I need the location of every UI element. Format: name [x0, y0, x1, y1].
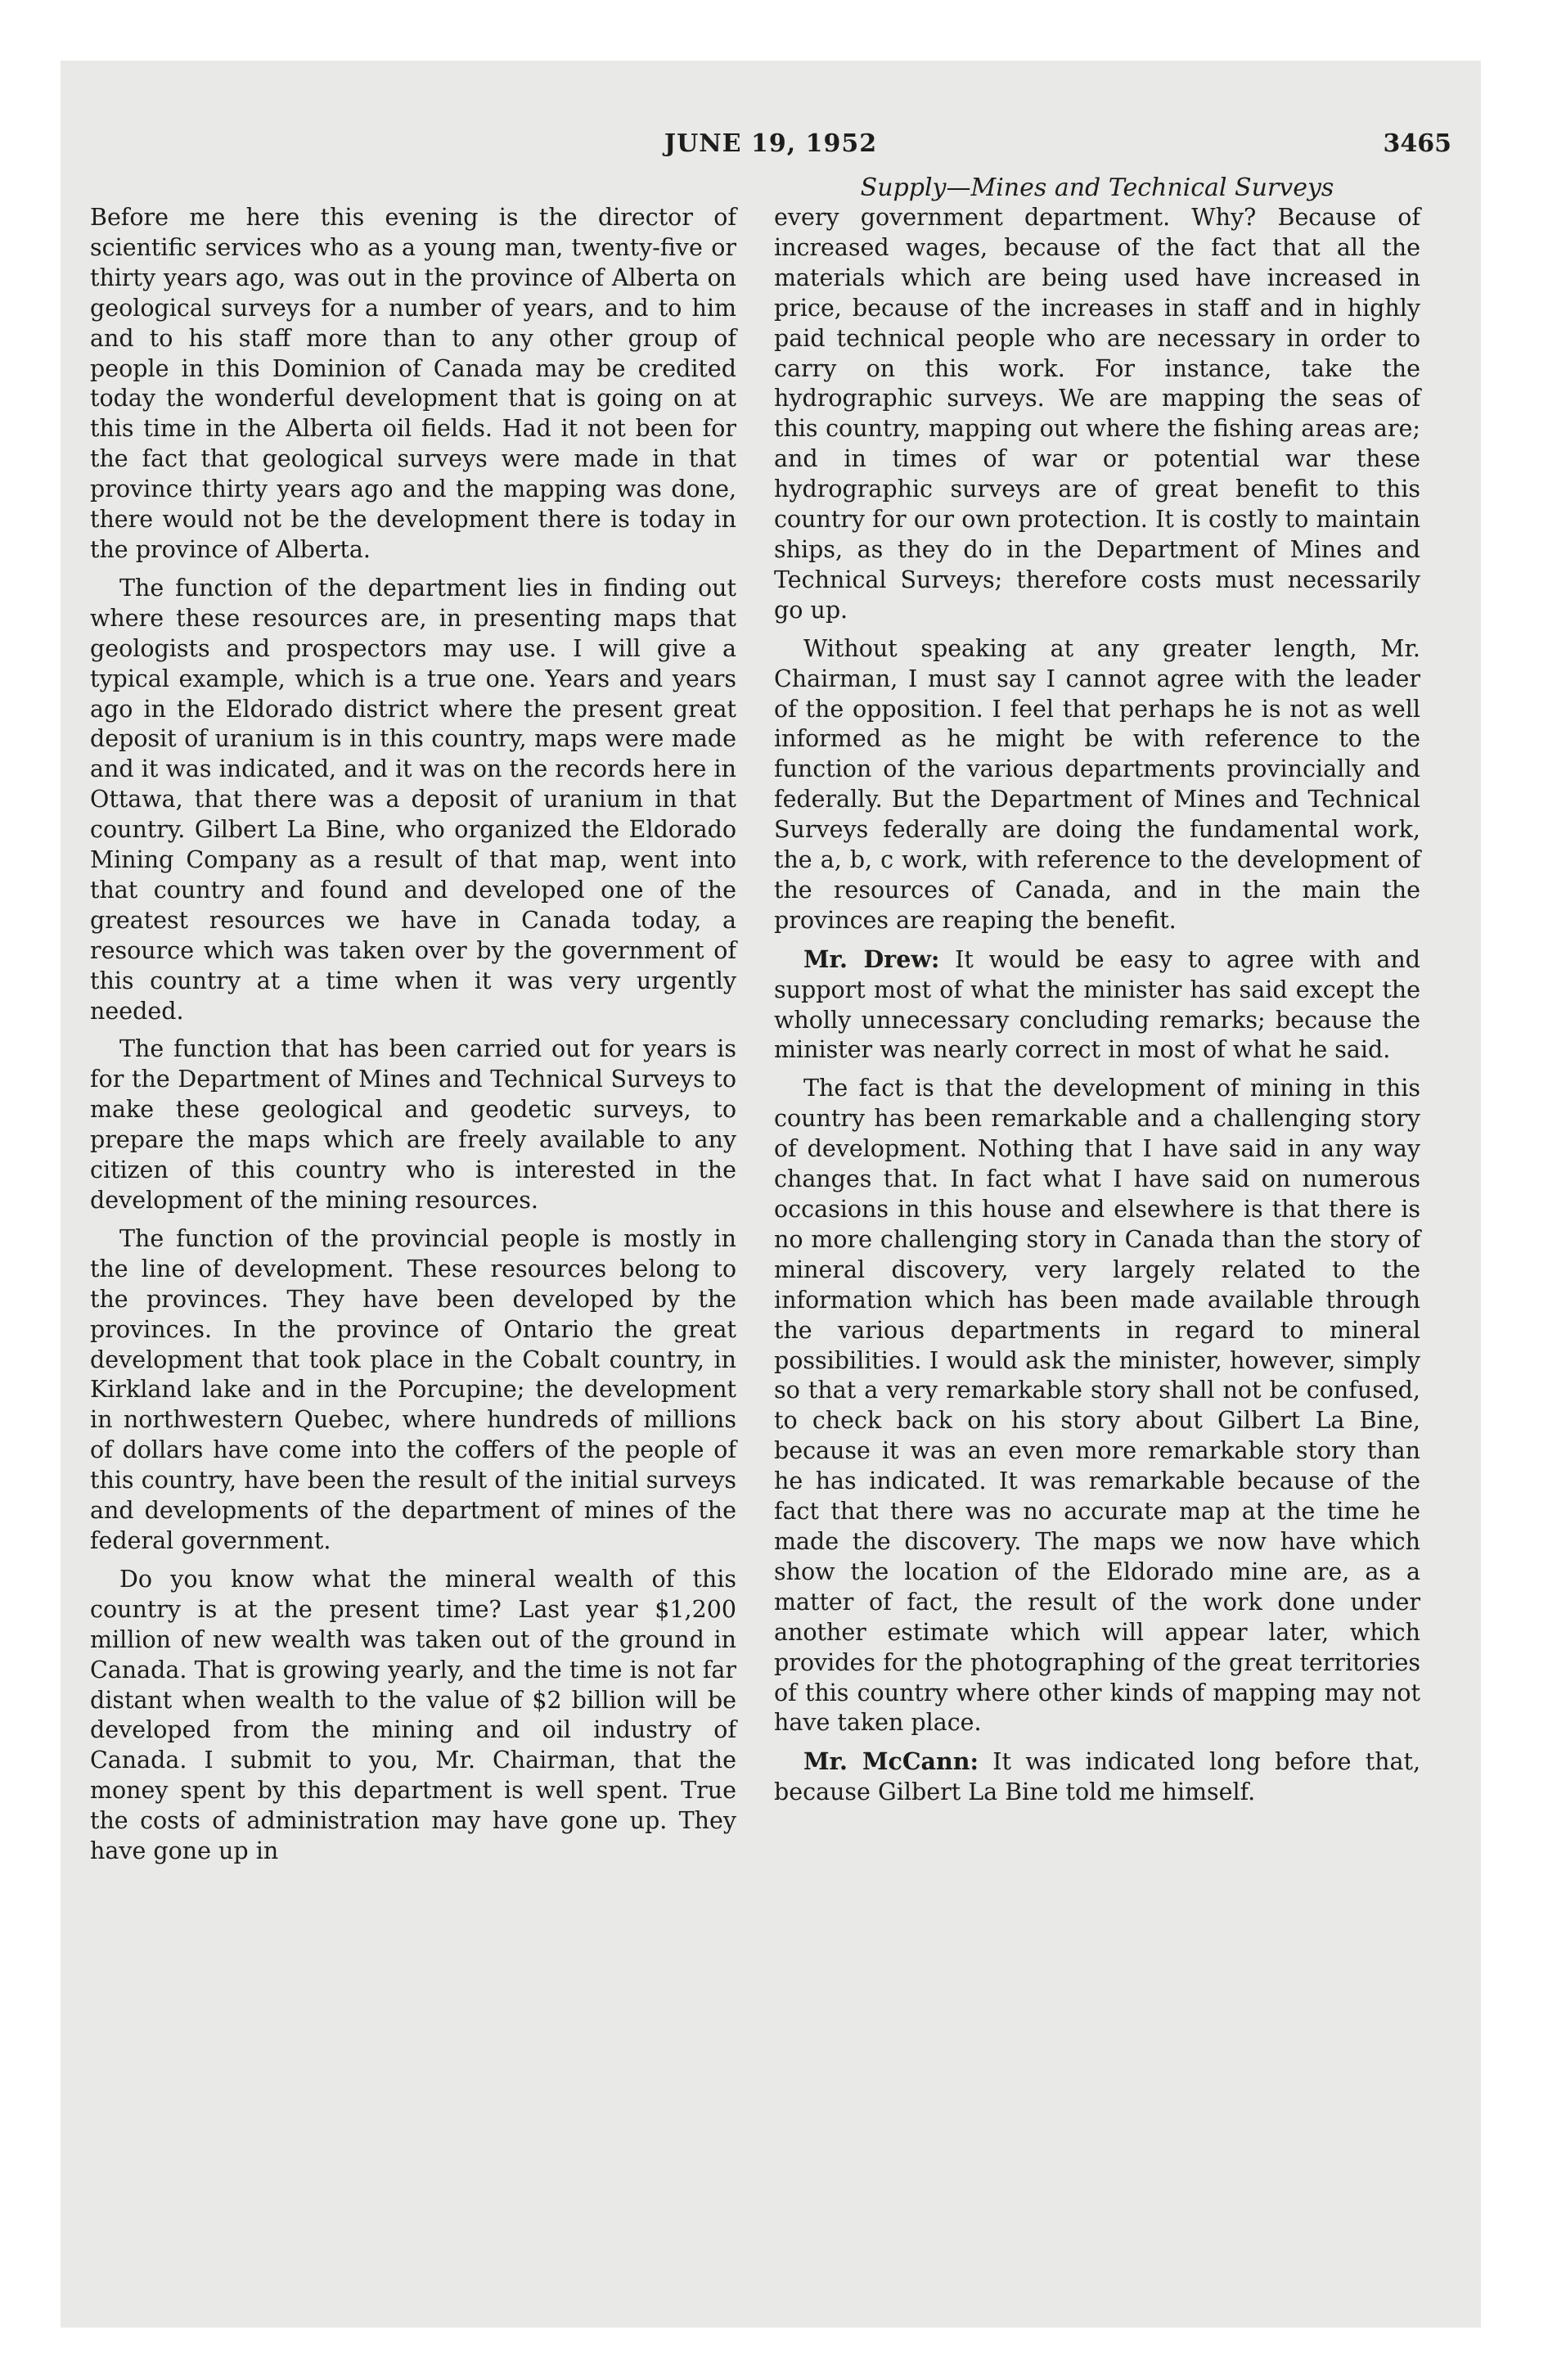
- speech-drew: [774, 944, 1420, 1066]
- paragraph: The function that has been carried out for years is for the Department of Mines and Technical Surveys to make these geological and geodetic surveys, to prepare the maps which are freely available to any citizen of this country who is interested in the development of the mining resources.: [90, 1035, 736, 1214]
- left-column: [90, 203, 736, 1875]
- paragraph: Before me here this evening is the director of scientific services who as a young man, twenty-five or thirty years ago, was out in the province of Alberta on geological surveys for a number of years, and to him and to his staff more than to any other group of people in this Dominion of Canada may be credited today the wonderful development that is going on at this time in the Alberta oil fields. Had it not been for the fact that geological surveys were made in that province thirty years ago and the mapping was done, there would not be the development there is today in the province of Alberta.: [90, 204, 736, 563]
- paragraph: Without speaking at any greater length, Mr. Chairman, I must say I cannot agree with the leader of the opposition. I feel that perhaps he is not as well informed as he might be with reference to the function of the various departments provincially and federally. But the Department of Mines and Technical Surveys federally are doing the fundamental work, the a, b, c work, with reference to the development of the resources of Canada, and in the main the provinces are reaping the benefit.: [774, 634, 1420, 934]
- page-date: JUNE 19, 1952: [664, 129, 878, 158]
- paragraph: The function of the department lies in finding out where these resources are, in presenting maps that geologists and prospectors may use. I will give a typical example, which is a true one. Years and years ago in the Eldorado district where the present great deposit of uranium is in this country, maps were made and it was indicated, and it was on the records here in Ottawa, that there was a deposit of uranium in that country. Gilbert La Bine, who organized the Eldorado Mining Company as a result of that map, went into that country and found and developed one of the greatest resources we have in Canada today, a resource which was taken over by the government of this country at a time when it was very urgently needed.: [90, 574, 736, 1025]
- page-header: [90, 129, 1451, 170]
- speech-mccann: [774, 1747, 1420, 1808]
- page-number: 3465: [1383, 129, 1451, 158]
- paragraph: The function of the provincial people is mostly in the line of development. These resources belong to the provinces. They have been developed by the provinces. In the province of Ontario the great development that took place in the Cobalt country, in Kirkland lake and in the Porcupine; the development in northwestern Quebec, where hundreds of millions of dollars have come into the coffers of the people of this country, have been the result of the initial surveys and developments of the department of mines of the federal government.: [90, 1224, 736, 1554]
- right-column: [774, 203, 1420, 1816]
- document-page: [61, 61, 1481, 2328]
- speaker-name: Mr. McCann:: [803, 1747, 979, 1776]
- paragraph-continuation: every government department. Why? Because of increased wages, because of the fact that all the materials which are being used have increased in price, because of the increases in staff and in highly paid technical people who are necessary in order to carry on this work. For instance, take the hydrographic surveys. We are mapping the seas of this country, mapping out where the fishing areas are; and in times of war or potential war these hydrographic surveys are of great benefit to this country for our own protection. It is costly to maintain ships, as they do in the Department of Mines and Technical Surveys; therefore costs must necessarily go up.: [774, 204, 1420, 624]
- paragraph: Do you know what the mineral wealth of this country is at the present time? Last year $1,200 million of new wealth was taken out of the ground in Canada. That is growing yearly, and the time is not far distant when wealth to the value of $2 billion will be developed from the mining and oil industry of Canada. I submit to you, Mr. Chairman, that the money spent by this department is well spent. True the costs of administration may have gone up. They have gone up in: [90, 1565, 736, 1865]
- speech-text: It was indicated long before that, because Gilbert La Bine told me himself.: [774, 1748, 1421, 1806]
- speech-text: It would be easy to agree with and support most of what the minister has said except the wholly unnecessary concluding remarks; because the minister was nearly correct in most of what he said.: [774, 945, 1421, 1064]
- paragraph: The fact is that the development of mining in this country has been remarkable and a challenging story of development. Nothing that I have said in any way changes that. In fact what I have said on numerous occasions in this house and elsewhere is that there is no more challenging story in Canada than the story of mineral discovery, very largely related to the information which has been made available through the various departments in regard to mineral possibilities. I would ask the minister, however, simply so that a very remarkable story shall not be confused, to check back on his story about Gilbert La Bine, because it was an even more remarkable story than he has indicated. It was remarkable because of the fact that there was no accurate map at the time he made the discovery. The maps we now have which show the location of the Eldorado mine are, as a matter of fact, the result of the work done under another estimate which will appear later, which provides for the photographing of the great territories of this country where other kinds of mapping may not have taken place.: [774, 1075, 1420, 1737]
- speaker-name: Mr. Drew:: [803, 944, 940, 973]
- section-subheading: Supply—Mines and Technical Surveys: [860, 174, 1334, 202]
